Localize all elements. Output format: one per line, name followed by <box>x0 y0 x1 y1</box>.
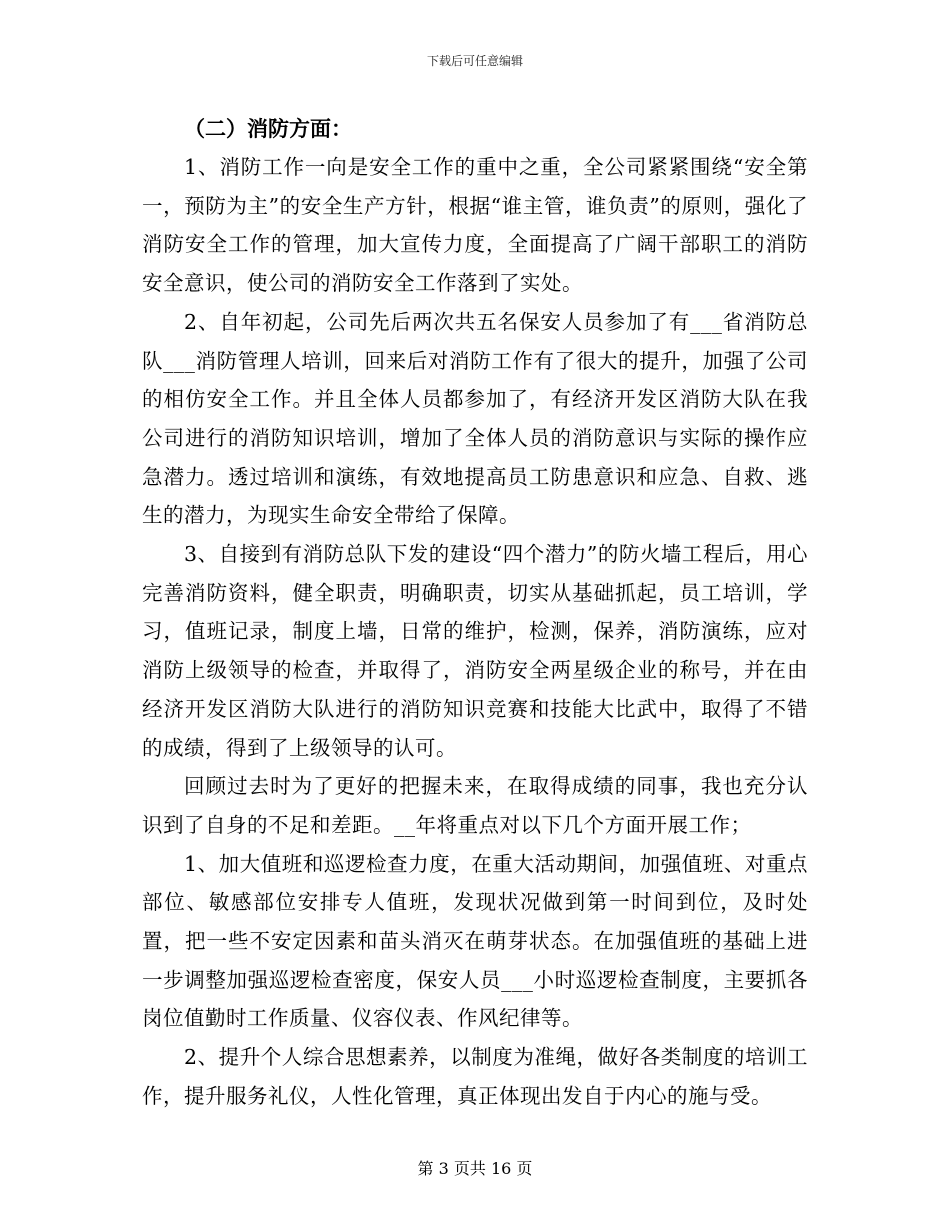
paragraph-1: 1、消防工作一向是安全工作的重中之重，全公司紧紧围绕“安全第一，预防为主”的安全生产方针，根据“谁主管，谁负责”的原则，强化了消防安全工作的管理，加大宣传力度，全面提高了广阔干部职工的消防安全意识，使公司的消防安全工作落到了实处。 <box>142 155 808 296</box>
paragraph-6: 2、提升个人综合思想素养，以制度为准绳，做好各类制度的培训工作，提升服务礼仪，人性化管理，真正体现出发自于内心的施与受。 <box>142 1045 808 1108</box>
paragraph-4: 回顾过去时为了更好的把握未来，在取得成绩的同事，我也充分认识到了自身的不足和差距。__年将重点对以下几个方面开展工作； <box>142 774 808 837</box>
page-header: 下载后可任意编辑 <box>426 54 523 68</box>
paragraph-5: 1、加大值班和巡逻检查力度，在重大活动期间，加强值班、对重点部位、敏感部位安排专人值班，发现状况做到第一时间到位，及时处置，把一些不安定因素和苗头消灭在萌芽状态。在加强值班的基础上进一步调整加强巡逻检查密度，保安人员___小时巡逻检查制度，主要抓各岗位值勤时工作质量、仪容仪表、作风纪律等。 <box>142 851 808 1031</box>
document-body <box>142 110 808 1116</box>
paragraph-3: 3、自接到有消防总队下发的建设“四个潜力”的防火墙工程后，用心完善消防资料，健全职责，明确职责，切实从基础抓起，员工培训，学习，值班记录，制度上墙，日常的维护，检测，保养，消防演练，应对消防上级领导的检查，并取得了，消防安全两星级企业的称号，并在由经济开发区消防大队进行的消防知识竞赛和技能大比武中，取得了不错的成绩，得到了上级领导的认可。 <box>142 542 808 760</box>
section-heading: （二）消防方面： <box>184 116 352 141</box>
paragraph-2: 2、自年初起，公司先后两次共五名保安人员参加了有___省消防总队___消防管理人培训，回来后对消防工作有了很大的提升，加强了公司的相仿安全工作。并且全体人员都参加了，有经济开发区消防大队在我公司进行的消防知识培训，增加了全体人员的消防意识与实际的操作应急潜力。透过培训和演练，有效地提高员工防患意识和应急、自救、逃生的潜力，为现实生命安全带给了保障。 <box>142 309 808 528</box>
page-number: 第 3 页共 16 页 <box>417 1159 533 1178</box>
